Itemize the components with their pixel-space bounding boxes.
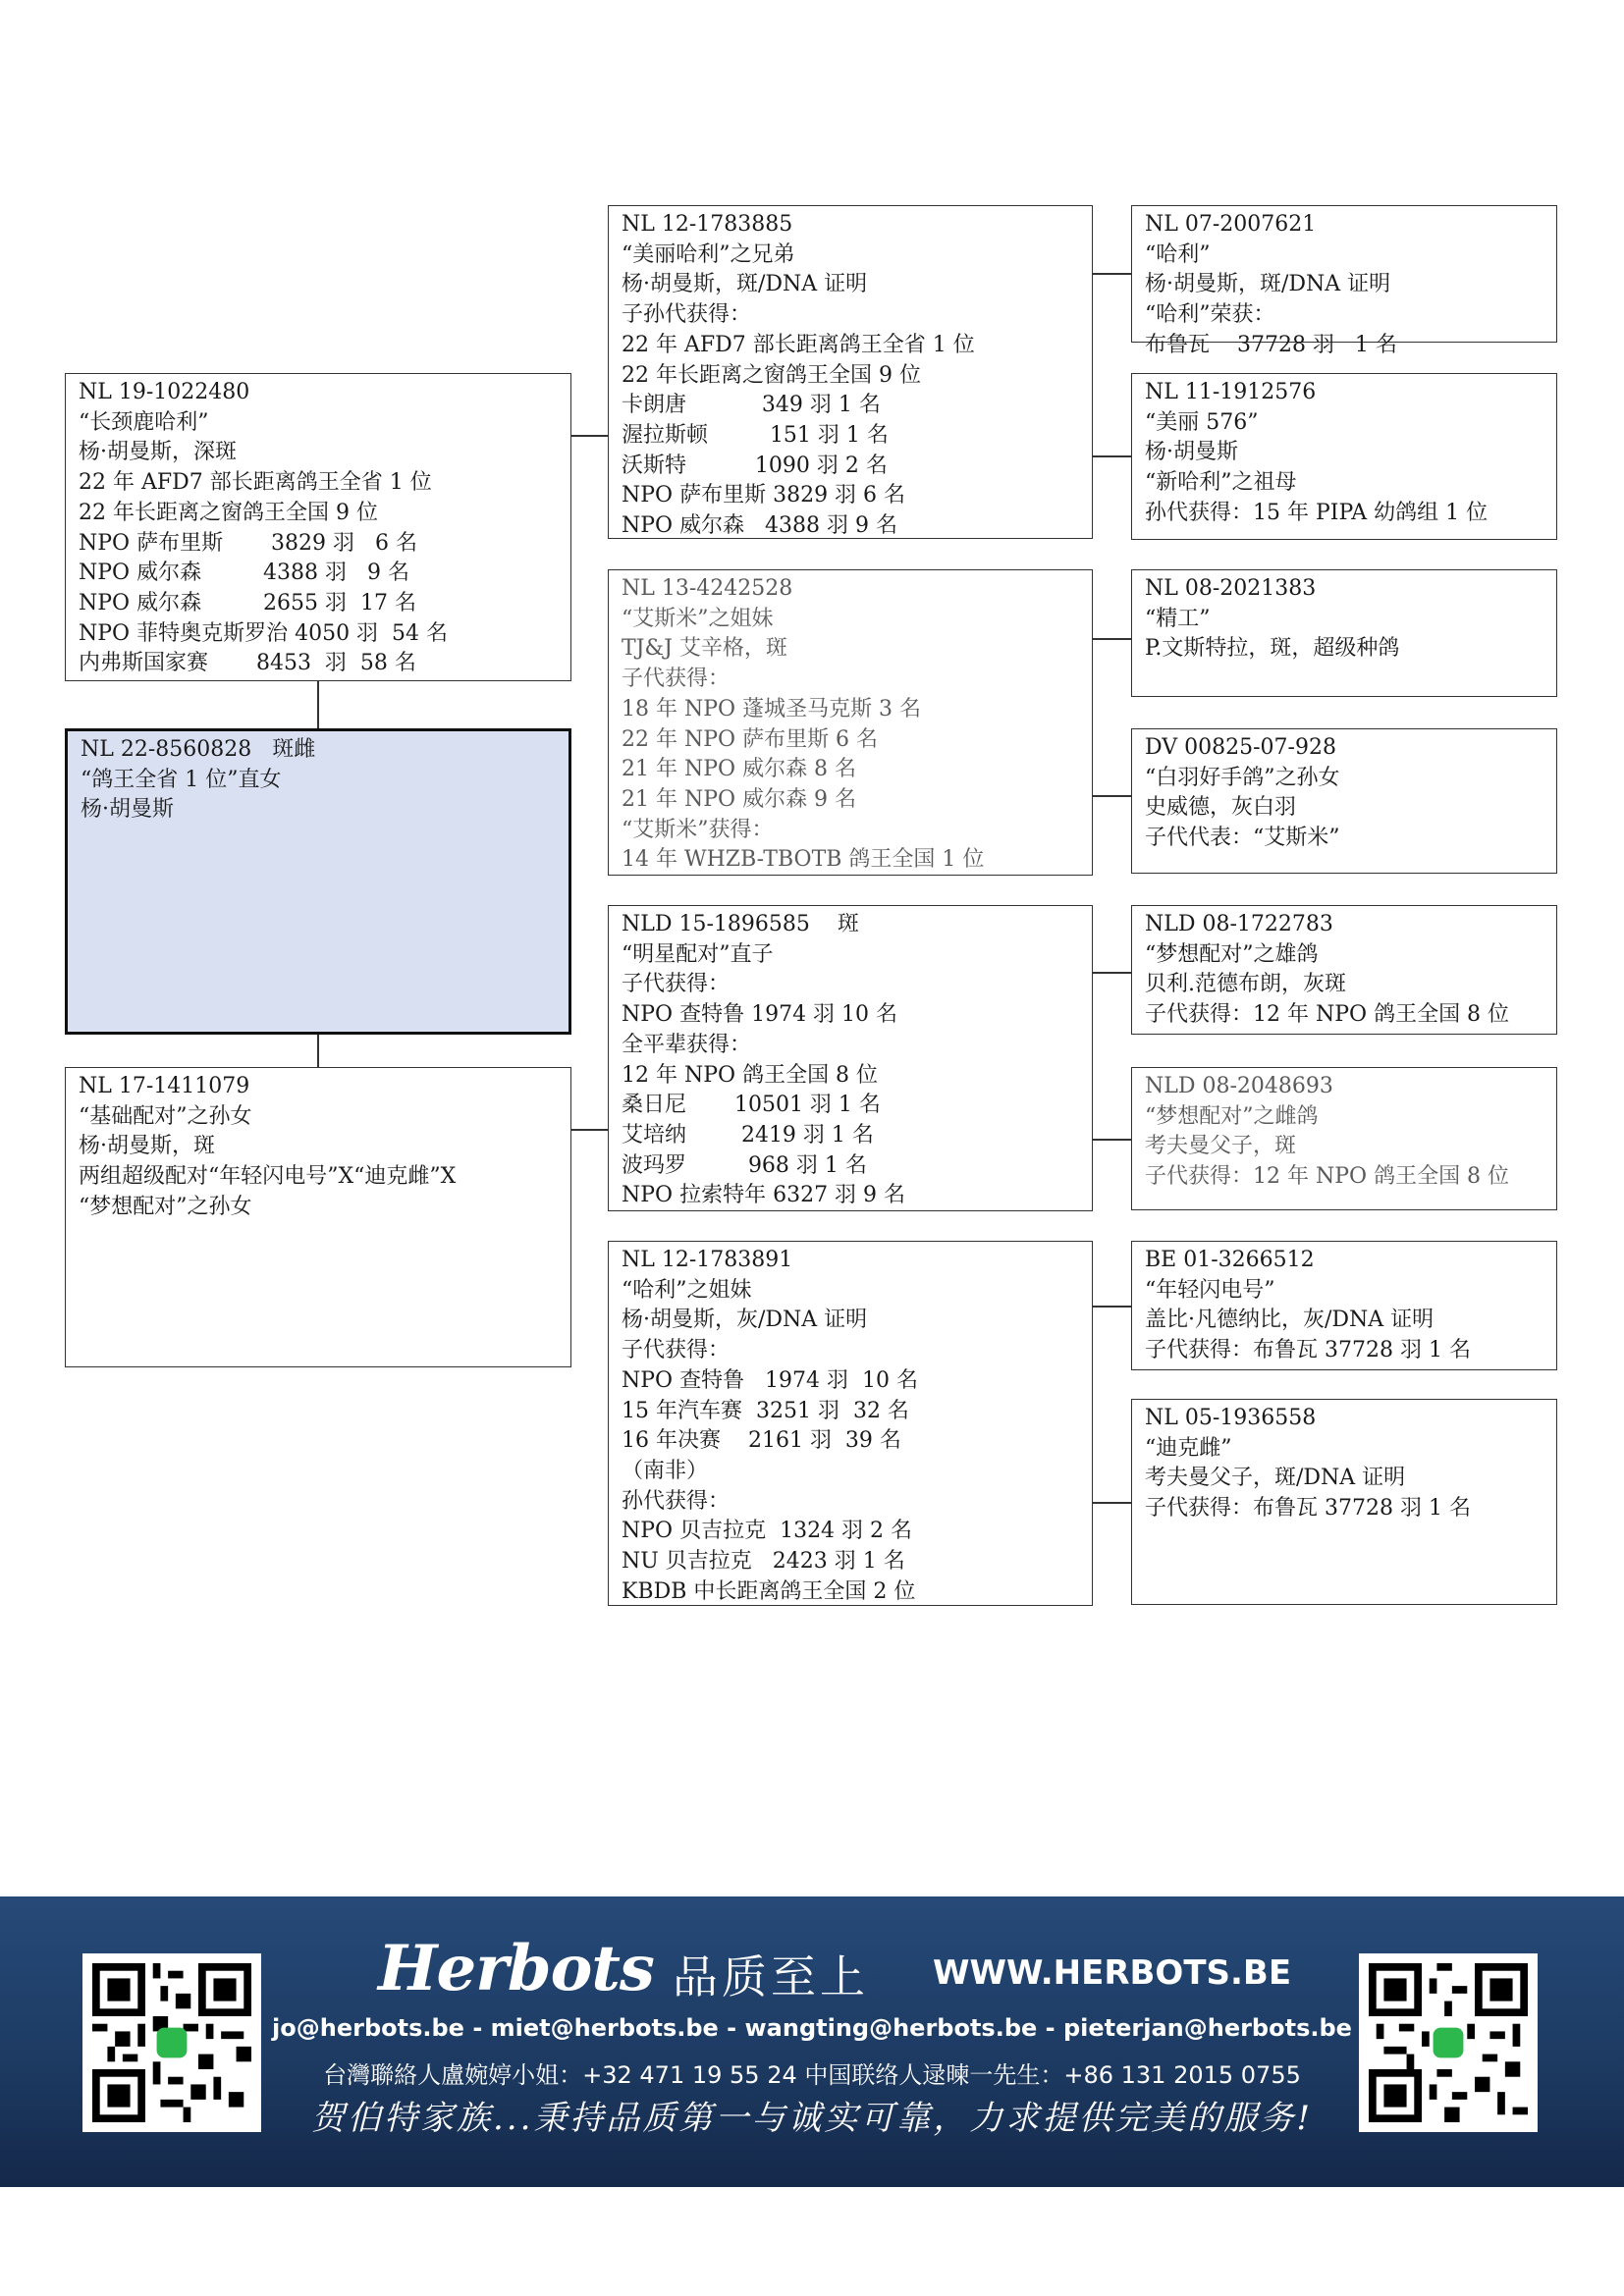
pedigree-line: NPO 萨布里斯 3829 羽 6 名 [79, 530, 417, 556]
ring-number: NL 08-2021383 [1145, 576, 1317, 601]
ring-number: NL 07-2007621 [1145, 212, 1317, 237]
ring-number: NLD 08-1722783 [1145, 912, 1333, 936]
pedigree-line: P.文斯特拉，斑，超级种鸽 [1145, 636, 1400, 662]
ring-number: NL 19-1022480 [79, 380, 250, 404]
pedigree-line: 内弗斯国家赛 8453 羽 58 名 [79, 651, 416, 676]
pedigree-line: NPO 萨布里斯 3829 羽 6 名 [622, 483, 906, 508]
pedigree-line: 全平辈获得： [622, 1032, 752, 1057]
pedigree-line: 考夫曼父子，斑/DNA 证明 [1145, 1466, 1406, 1491]
ring-number: NL 11-1912576 [1145, 380, 1317, 404]
dsd-box [1131, 1067, 1557, 1210]
pedigree-line: “美丽哈利”之兄弟 [622, 241, 795, 267]
pedigree-line: 14 年 WHZB-TBOTB 鸽王全国 1 位 [622, 847, 985, 873]
pedigree-line: 子代代表：“艾斯米” [1145, 826, 1340, 851]
ring-number: NL 05-1936558 [1145, 1406, 1317, 1430]
pedigree-line: 波玛罗 968 羽 1 名 [622, 1152, 867, 1178]
pedigree-line: 桑日尼 10501 羽 1 名 [622, 1093, 881, 1118]
connector-line [1093, 972, 1131, 974]
pedigree-line: “艾斯米”获得： [622, 817, 774, 842]
slogan-text: 品质至上 [673, 1950, 869, 2003]
pedigree-line: “梦想配对”之孙女 [79, 1194, 252, 1219]
pedigree-line: 子代获得：12 年 NPO 鸽王全国 8 位 [1145, 1164, 1510, 1190]
sire-box [65, 373, 571, 681]
pedigree-line: “哈利” [1145, 241, 1211, 267]
dam-box [65, 1067, 571, 1367]
dds-box [1131, 1241, 1557, 1370]
pedigree-line: 子代获得： [622, 972, 731, 997]
connector-line [317, 1035, 319, 1067]
pedigree-line: 沃斯特 1090 羽 2 名 [622, 453, 888, 478]
pedigree-line: NPO 菲特奥克斯罗治 4050 羽 54 名 [79, 620, 449, 646]
connector-line [1093, 1139, 1131, 1141]
dam-dam-box [608, 1241, 1093, 1606]
pedigree-line: NPO 威尔森 2655 羽 17 名 [79, 590, 416, 615]
pedigree-line: 艾培纳 2419 羽 1 名 [622, 1122, 874, 1148]
ring-number: NLD 15-1896585 斑 [622, 912, 859, 936]
phone-contacts: 台灣聯絡人盧婉婷小姐：+32 471 19 55 24 中国联络人逯暕一先生：+86 131 2015 0755 [323, 2061, 1301, 2089]
pedigree-line: “哈利”之姐妹 [622, 1277, 752, 1303]
ring-number: NL 17-1411079 [79, 1074, 250, 1098]
pedigree-line: 子代获得：布鲁瓦 37728 羽 1 名 [1145, 1338, 1471, 1363]
connector-line [1093, 1306, 1131, 1308]
pedigree-line: 22 年 NPO 萨布里斯 6 名 [622, 726, 879, 752]
pedigree-line: “鸽王全省 1 位”直女 [81, 767, 282, 792]
pedigree-line: 杨·胡曼斯，灰/DNA 证明 [622, 1308, 868, 1333]
pedigree-line: 孙代获得： [622, 1488, 731, 1514]
email-contacts[interactable]: jo@herbots.be - miet@herbots.be - wangting@herbots.be - pieterjan@herbots.be [272, 2014, 1352, 2042]
pedigree-line: 16 年决赛 2161 羽 39 名 [622, 1428, 901, 1454]
pedigree-line: 布鲁瓦 37728 羽 1 名 [1145, 332, 1397, 357]
dam-sire-box [608, 905, 1093, 1211]
pedigree-line: 12 年 NPO 鸽王全国 8 位 [622, 1062, 879, 1088]
pedigree-line: 子代获得：12 年 NPO 鸽王全国 8 位 [1145, 1002, 1510, 1028]
ring-number: NL 12-1783891 [622, 1248, 793, 1272]
pedigree-line: 两组超级配对“年轻闪电号”X“迪克雌”X [79, 1164, 457, 1190]
pedigree-line: “梦想配对”之雌鸽 [1145, 1103, 1319, 1129]
connector-line [1093, 455, 1131, 457]
pedigree-line: 22 年 AFD7 部长距离鸽王全省 1 位 [79, 470, 432, 496]
ring-number: NL 22-8560828 斑雌 [81, 737, 316, 762]
sds-box [1131, 569, 1557, 697]
pedigree-line: “长颈鹿哈利” [79, 409, 209, 435]
pedigree-line: 22 年长距离之窗鸽王全国 9 位 [79, 500, 378, 525]
connector-line [1093, 638, 1131, 640]
pedigree-line: “哈利”荣获： [1145, 302, 1275, 328]
sdd-box [1131, 728, 1557, 874]
pedigree-line: 杨·胡曼斯，斑/DNA 证明 [1145, 272, 1391, 297]
connector-line [571, 1129, 608, 1131]
connector-line [1093, 1502, 1131, 1504]
pedigree-line: NU 贝吉拉克 2423 羽 1 名 [622, 1549, 905, 1575]
pedigree-line: “美丽 576” [1145, 409, 1259, 435]
pedigree-line: 史威德，灰白羽 [1145, 795, 1297, 821]
pedigree-line: 子代获得： [622, 1338, 731, 1363]
pedigree-line: 贝利.范德布朗，灰斑 [1145, 972, 1346, 997]
pedigree-line: “明星配对”直子 [622, 941, 774, 967]
brand-row [378, 1932, 1292, 2005]
pedigree-line: “新哈利”之祖母 [1145, 470, 1297, 496]
motto-text: 贺伯特家族...秉持品质第一与诚实可靠，力求提供完美的服务! [310, 2099, 1314, 2138]
pedigree-line: 22 年 AFD7 部长距离鸽王全省 1 位 [622, 332, 975, 357]
pedigree-line: “白羽好手鸽”之孙女 [1145, 765, 1340, 790]
pedigree-line: NPO 查特鲁 1974 羽 10 名 [622, 1002, 898, 1028]
pedigree-line: 考夫曼父子，斑 [1145, 1134, 1297, 1159]
connector-line [317, 681, 319, 728]
pedigree-line: “基础配对”之孙女 [79, 1103, 252, 1129]
sire-sire-box [608, 205, 1093, 539]
pedigree-line: 卡朗唐 349 羽 1 名 [622, 393, 881, 418]
ring-number: NLD 08-2048693 [1145, 1074, 1333, 1098]
dss-box [1131, 905, 1557, 1035]
pedigree-line: “迪克雌” [1145, 1435, 1232, 1461]
ring-number: NL 13-4242528 [622, 576, 793, 601]
pedigree-line: NPO 贝吉拉克 1324 羽 2 名 [622, 1519, 913, 1544]
website-link[interactable]: WWW.HERBOTS.BE [933, 1953, 1292, 1993]
pedigree-line: “艾斯米”之姐妹 [622, 606, 774, 631]
connector-line [1093, 273, 1131, 275]
pedigree-line: 孙代获得：15 年 PIPA 幼鸽组 1 位 [1145, 500, 1489, 525]
pedigree-line: 盖比·凡德纳比，灰/DNA 证明 [1145, 1308, 1435, 1333]
pedigree-line: “精工” [1145, 606, 1211, 631]
sss-box [1131, 205, 1557, 357]
pedigree-line: KBDB 中长距离鸽王全国 2 位 [622, 1578, 916, 1604]
sire-dam-box [608, 569, 1093, 876]
pedigree-line: TJ&J 艾辛格，斑 [622, 636, 787, 662]
pedigree-line: 22 年长距离之窗鸽王全国 9 位 [622, 362, 921, 388]
ring-number: DV 00825-07-928 [1145, 735, 1336, 760]
pedigree-line: 21 年 NPO 威尔森 9 名 [622, 786, 857, 812]
subject-pigeon-box [65, 728, 571, 1035]
pedigree-line: （南非） [622, 1458, 709, 1483]
pedigree-line: 21 年 NPO 威尔森 8 名 [622, 757, 857, 782]
pedigree-line: 杨·胡曼斯 [81, 797, 174, 823]
herbots-logo: Herbots [378, 1932, 654, 2005]
connector-line [571, 435, 608, 437]
ddd-box [1131, 1399, 1557, 1605]
pedigree-line: 渥拉斯顿 151 羽 1 名 [622, 422, 889, 448]
pedigree-line: NPO 威尔森 4388 羽 9 名 [79, 561, 409, 586]
pedigree-line: 18 年 NPO 蓬城圣马克斯 3 名 [622, 696, 922, 721]
pedigree-line: 子代获得：布鲁瓦 37728 羽 1 名 [1145, 1496, 1471, 1522]
pedigree-line: 杨·胡曼斯，斑/DNA 证明 [622, 272, 868, 297]
ssd-box [1131, 373, 1557, 540]
footer-banner [0, 1896, 1624, 2187]
pedigree-line: NPO 威尔森 4388 羽 9 名 [622, 513, 898, 539]
pedigree-line: NPO 查特鲁 1974 羽 10 名 [622, 1367, 919, 1393]
pedigree-line: 杨·胡曼斯 [1145, 440, 1238, 465]
pedigree-line: 杨·胡曼斯，深斑 [79, 440, 237, 465]
ring-number: BE 01-3266512 [1145, 1248, 1315, 1272]
connector-line [1093, 795, 1131, 797]
pedigree-line: 子孙代获得： [622, 302, 752, 328]
pedigree-line: “年轻闪电号” [1145, 1277, 1275, 1303]
ring-number: NL 12-1783885 [622, 212, 793, 237]
pedigree-line: 杨·胡曼斯，斑 [79, 1134, 215, 1159]
pedigree-line: 子代获得： [622, 667, 731, 692]
pedigree-line: NPO 拉索特年 6327 羽 9 名 [622, 1183, 906, 1208]
pedigree-line: 15 年汽车赛 3251 羽 32 名 [622, 1398, 909, 1423]
pedigree-line: “梦想配对”之雄鸽 [1145, 941, 1319, 967]
